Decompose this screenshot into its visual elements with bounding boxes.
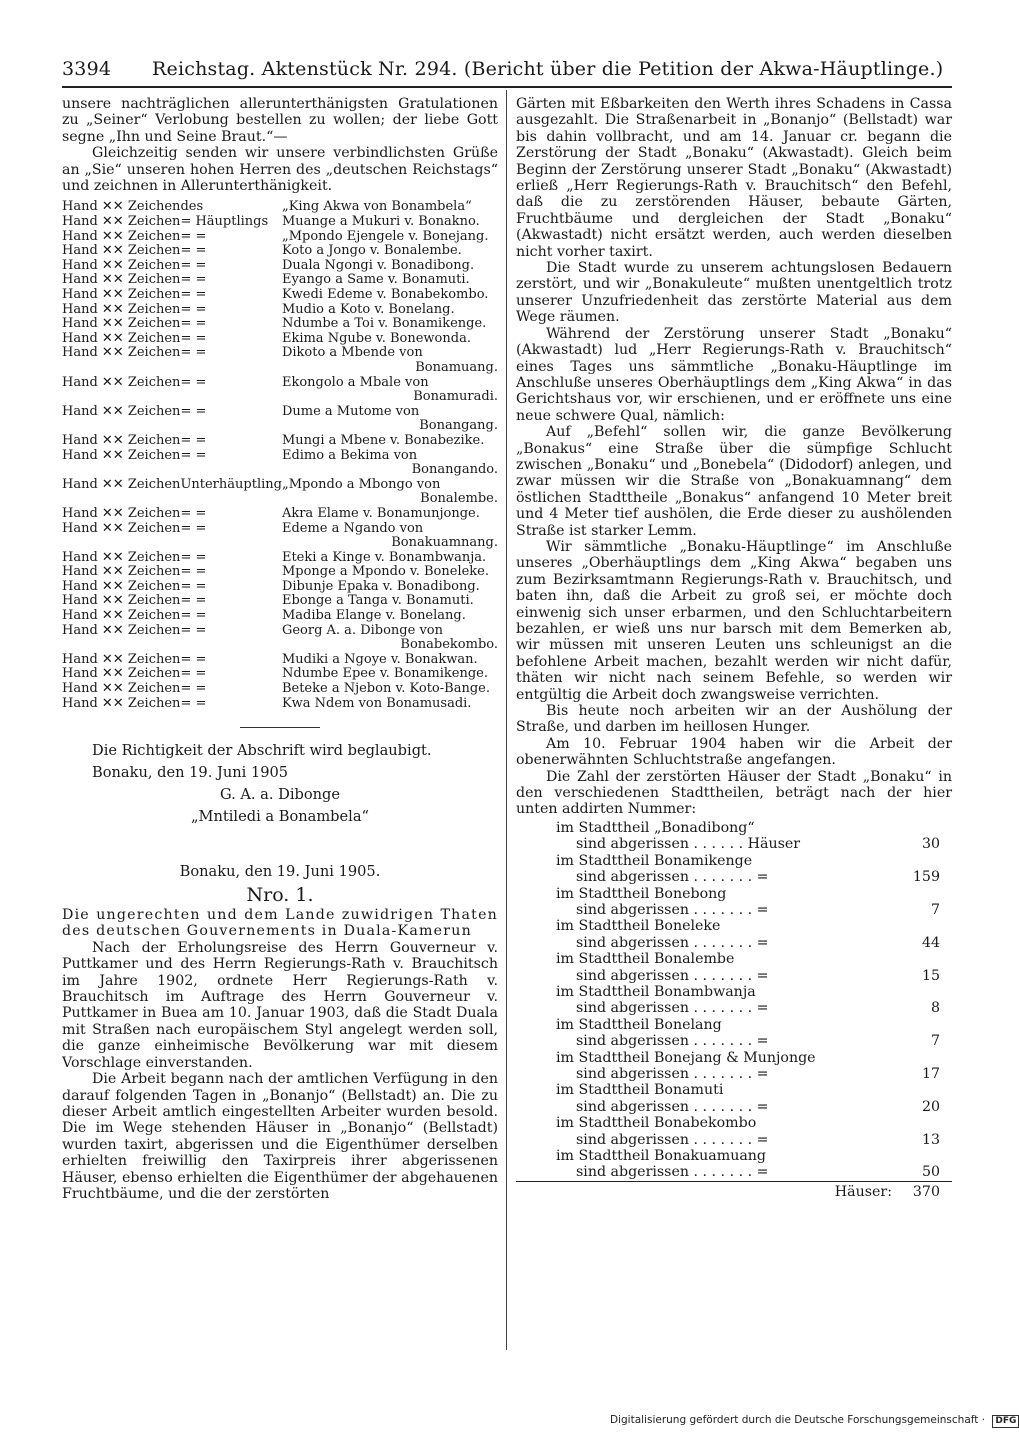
signature-mark: Hand ✕✕ Zeichen — [62, 228, 181, 244]
signature-mark: Hand ✕✕ Zeichen — [62, 549, 181, 565]
signature-place: Bonakuamnang. — [391, 535, 498, 551]
verification-signer: G. A. a. Dibonge — [219, 786, 341, 804]
signature-mark: Hand ✕✕ Zeichen — [62, 301, 181, 317]
district-torn-down-label: sind abgerissen . . . . . . . = — [576, 967, 769, 984]
signature-mark: Hand ✕✕ Zeichen — [62, 520, 181, 536]
signature-title: des — [180, 199, 204, 215]
signature-title: = = — [180, 345, 207, 361]
signature-row-continuation — [62, 638, 498, 653]
district-torn-down-label: sind abgerissen . . . . . . . = — [576, 869, 769, 886]
district-house-count: 17 — [921, 1065, 940, 1082]
signature-row — [62, 551, 498, 566]
district-name: im Stadttheil Bonamikenge — [556, 852, 753, 869]
houses-district-row — [516, 853, 952, 869]
houses-district-row — [516, 886, 952, 902]
signature-place: Bonamuradi. — [413, 389, 498, 405]
signature-name: Akra Elame v. Bonamunjonge. — [281, 505, 480, 521]
signature-row — [62, 449, 498, 464]
houses-count-row — [516, 836, 952, 852]
signature-row — [62, 478, 498, 493]
signature-title: = = — [180, 403, 207, 419]
houses-district-row — [516, 1017, 952, 1033]
district-torn-down-label: sind abgerissen . . . . . . . = — [576, 1000, 769, 1017]
signature-title: = = — [180, 666, 207, 682]
verification-signer-title: „Mntiledi a Bonambela“ — [191, 808, 369, 826]
signature-title: = Häuptlings — [180, 214, 269, 230]
section-number: Nro. 1. — [246, 883, 314, 906]
signature-title: = = — [180, 695, 207, 711]
houses-count-row — [516, 968, 952, 984]
houses-district-row — [516, 1148, 952, 1164]
houses-table — [516, 820, 952, 1200]
signature-title: = = — [180, 578, 207, 594]
houses-district-row — [516, 1115, 952, 1131]
section-heading: Die ungerechten und dem Lande zuwidrigen Thaten des deutschen Gouvernements in Duala-Kamerun — [62, 907, 498, 940]
signature-name: Beteke a Njebon v. Koto-Bange. — [281, 681, 490, 697]
signature-name: Ekima Ngube v. Bonewonda. — [281, 330, 471, 346]
signature-name: Kwedi Edeme v. Bonabekombo. — [281, 287, 489, 302]
body-paragraph-1: Nach der Erholungsreise des Herrn Gouverneur v. Puttkamer und des Herrn Regierungs-Rath v. Brauchitsch im Jahre 1902, ordnete Herr Regierungs-Rath v. Brauchitsch im Auftrage des Herrn Gouverneur v. Puttkamer in Buea am 10. Januar 1903, daß die Stadt Duala mit Straßen nach europäischem Styl angelegt werden soll, die ganze einheimische Bevölkerung war mit diesem Vorschlage einverstanden. — [62, 939, 498, 1071]
signature-mark: Hand ✕✕ Zeichen — [62, 681, 181, 697]
signature-title: = = — [180, 330, 207, 346]
signature-title: = = — [180, 520, 207, 536]
intro-paragraph-2: Gleichzeitig senden wir unsere verbindlichsten Grüße an „Sie“ unseren hohen Herren des „deutschen Reichstags“ und zeichnen in Allerunterthänigkeit. — [62, 145, 498, 195]
right-paragraph-2: Die Stadt wurde zu unserem achtungslosen Bedauern zerstört, und wir „Bonakuleute“ mußten unentgeltlich trotz unserer Unzufriedenheit das zerstörte Material aus dem Wege räumen. — [516, 260, 952, 326]
district-house-count: 20 — [921, 1098, 940, 1115]
signature-name: Muange a Mukuri v. Bonakno. — [281, 214, 480, 230]
district-torn-down-label: sind abgerissen . . . . . . . = — [576, 934, 769, 951]
page-header — [62, 52, 952, 86]
signature-name: Edeme a Ngando von — [281, 520, 424, 536]
signature-row — [62, 376, 498, 391]
right-paragraph-7: Am 10. Februar 1904 haben wir die Arbeit der obenerwähnten Schluchtstraße angefangen. — [516, 735, 952, 769]
signature-mark: Hand ✕✕ Zeichen — [62, 666, 181, 682]
signature-mark: Hand ✕✕ Zeichen — [62, 447, 181, 463]
signature-title: = = — [180, 622, 207, 638]
header-rule — [62, 86, 952, 88]
houses-total-value: 370 — [892, 1181, 952, 1200]
signature-title: = = — [180, 681, 207, 697]
signature-row — [62, 653, 498, 668]
signature-name: Eteki a Kinge v. Bonambwanja. — [281, 549, 487, 565]
signature-place: Bonangando. — [411, 462, 498, 478]
signature-title: = = — [180, 651, 207, 667]
signature-mark: Hand ✕✕ Zeichen — [62, 695, 181, 711]
signature-row — [62, 624, 498, 639]
signature-mark: Hand ✕✕ Zeichen — [62, 622, 181, 638]
signature-name: „Mpondo a Mbongo von — [281, 476, 441, 492]
district-house-count: 30 — [921, 836, 940, 853]
signature-name: Mponge a Mpondo v. Boneleke. — [281, 564, 489, 580]
signature-mark: Hand ✕✕ Zeichen — [62, 272, 181, 288]
letter-dateline: Bonaku, den 19. Juni 1905. — [179, 863, 381, 881]
signature-title: = = — [180, 549, 207, 565]
column-divider — [506, 90, 507, 1350]
right-paragraph-5: Wir sämmtliche „Bonaku-Häuptlinge“ im Anschluße unseres „Oberhäuptlings dem „King Akwa“ begaben uns zum Bezirksamtmann Regierungs-Rath v. Brauchitsch, und baten ihn, daß die Arbeit zu groß sei, er möchte doch einwenig sich unser erbarmen, und den Schluchtarbeitern bezahlen, er wieß uns nur barsch mit dem Bemerken ab, wir müssen mit unseren Leuten uns schleunigst an die befohlene Arbeit machen, bezahlt werden wir nicht dafür, thäten wir nicht nach seinem Befehle, so werden wir entgültig die Arbeit doch zwangsweise verrichten. — [516, 538, 952, 703]
houses-district-row — [516, 918, 952, 934]
signature-mark: Hand ✕✕ Zeichen — [62, 374, 181, 390]
signature-title: = = — [180, 505, 207, 521]
signature-mark: Hand ✕✕ Zeichen — [62, 651, 181, 667]
signature-row — [62, 507, 498, 522]
signature-row — [62, 667, 498, 682]
signature-title: = = — [180, 243, 207, 259]
houses-count-row — [516, 1132, 952, 1148]
district-torn-down-label: sind abgerissen . . . . . . . = — [576, 1131, 769, 1148]
right-paragraph-6: Bis heute noch arbeiten wir an der Aushölung der Straße, und darben im heillosen Hunger. — [516, 703, 952, 736]
signature-name: Dibunje Epaka v. Bonadibong. — [281, 578, 480, 594]
right-paragraph-8: Die Zahl der zerstörten Häuser der Stadt „Bonaku“ in den verschiedenen Stadttheilen, beträgt nach der hier unten addirten Nummer: — [516, 768, 952, 818]
signature-title: = = — [180, 287, 207, 302]
signature-row — [62, 580, 498, 595]
houses-total-label: Häuser: — [516, 1181, 892, 1200]
signature-mark: Hand ✕✕ Zeichen — [62, 287, 181, 302]
houses-total-row — [516, 1181, 952, 1200]
signature-row — [62, 215, 498, 230]
signature-row — [62, 317, 498, 332]
district-name: im Stadttheil Bonebong — [556, 885, 727, 902]
dfg-logo: DFG — [992, 1415, 1019, 1428]
district-house-count: 7 — [930, 901, 940, 918]
signature-row-continuation — [62, 492, 498, 507]
district-house-count: 159 — [912, 869, 940, 886]
running-title: Reichstag. Aktenstück Nr. 294. (Bericht über die Petition der Akwa-Häuptlinge.) — [152, 58, 944, 80]
district-name: im Stadttheil Bonabekombo — [556, 1115, 757, 1132]
signature-row — [62, 594, 498, 609]
signature-name: Duala Ngongi v. Bonadibong. — [281, 257, 475, 273]
district-torn-down-label: sind abgerissen . . . . . . . = — [576, 1033, 769, 1050]
signature-mark: Hand ✕✕ Zeichen — [62, 214, 181, 230]
houses-count-row — [516, 1000, 952, 1016]
signature-name: Mudiki a Ngoye v. Bonakwan. — [281, 651, 478, 667]
digitization-footer — [610, 1414, 1019, 1428]
signature-mark: Hand ✕✕ Zeichen — [62, 505, 181, 521]
footer-text: Digitalisierung gefördert durch die Deutsche Forschungsgemeinschaft · — [610, 1414, 986, 1426]
signature-row — [62, 434, 498, 449]
signature-name: Dikoto a Mbende von — [281, 345, 423, 361]
signature-name: Mudio a Koto v. Bonelang. — [281, 301, 455, 317]
district-house-count: 13 — [921, 1131, 940, 1148]
left-column — [62, 96, 498, 1202]
signature-row — [62, 259, 498, 274]
signature-mark: Hand ✕✕ Zeichen — [62, 476, 181, 492]
signature-mark: Hand ✕✕ Zeichen — [62, 593, 181, 609]
district-house-count: 7 — [930, 1033, 940, 1050]
signature-row — [62, 609, 498, 624]
signature-name: „Mpondo Ejengele v. Bonejang. — [281, 228, 489, 244]
signature-row — [62, 303, 498, 318]
district-house-count: 8 — [930, 1000, 940, 1017]
signature-title: = = — [180, 272, 207, 288]
houses-count-row — [516, 1164, 952, 1181]
signature-mark: Hand ✕✕ Zeichen — [62, 199, 181, 215]
right-paragraph-1: Gärten mit Eßbarkeiten den Werth ihres Schadens in Cassa ausgezahlt. Die Straßenarbeit in „Bonanjo“ (Bellstadt) war bis dahin vollbracht, und am 14. Januar cr. begann die Zerstörung der Stadt „Bonaku“ (Akwastadt). Gleich beim Beginn der Zerstörung unserer Stadt „Bonaku“ (Akwastadt) erließ „Herr Regierungs-Rath v. Brauchitsch“ den Befehl, daß die zu zerstörenden Häuser, bebaute Gärten, Fruchtbäume und dergleichen der Stadt „Bonaku“ (Akwastadt) nicht ersätzt werden, auch werden dieselben nicht vorher taxirt. — [516, 96, 952, 260]
houses-district-row — [516, 1082, 952, 1098]
signature-mark: Hand ✕✕ Zeichen — [62, 257, 181, 273]
intro-paragraph-1: unsere nachträglichen allerunterthänigsten Gratulationen zu „Seiner“ Verlobung bestellen zu wollen; der liebe Gott segne „Ihn und Seine Braut.“— — [62, 96, 498, 145]
signature-row — [62, 244, 498, 259]
signature-row-continuation — [62, 361, 498, 376]
district-house-count: 50 — [921, 1164, 940, 1181]
district-name: im Stadttheil Bonamuti — [556, 1082, 724, 1099]
signature-row — [62, 230, 498, 245]
signature-name: Koto a Jongo v. Bonalembe. — [281, 243, 462, 259]
district-name: im Stadttheil Boneleke — [556, 918, 721, 935]
signature-row-continuation — [62, 419, 498, 434]
signature-row — [62, 682, 498, 697]
signature-name: Dume a Mutome von — [281, 403, 420, 419]
verification-block — [62, 740, 498, 828]
signature-mark: Hand ✕✕ Zeichen — [62, 345, 181, 361]
district-torn-down-label: sind abgerissen . . . . . . . = — [576, 1065, 769, 1082]
signature-row — [62, 273, 498, 288]
signature-title: = = — [180, 257, 207, 273]
signature-title: = = — [180, 564, 207, 580]
signature-row — [62, 697, 498, 712]
district-name: im Stadttheil Bonambwanja — [556, 983, 756, 1000]
signature-row — [62, 346, 498, 361]
signature-row — [62, 405, 498, 420]
district-name: im Stadttheil Bonakuamuang — [556, 1148, 767, 1164]
signature-name: „King Akwa von Bonambela“ — [281, 199, 472, 215]
houses-district-row — [516, 951, 952, 967]
houses-district-row — [516, 820, 952, 836]
signature-name: Mungi a Mbene v. Bonabezike. — [281, 432, 485, 448]
signature-mark: Hand ✕✕ Zeichen — [62, 432, 181, 448]
signature-mark: Hand ✕✕ Zeichen — [62, 403, 181, 419]
signature-name: Madiba Elange v. Bonelang. — [281, 608, 466, 624]
signature-mark: Hand ✕✕ Zeichen — [62, 243, 181, 259]
signature-title: = = — [180, 316, 207, 332]
district-name: im Stadttheil Bonejang & Munjonge — [556, 1049, 816, 1066]
signature-table — [62, 200, 498, 711]
signature-title: Unterhäuptling — [180, 476, 282, 492]
houses-count-row — [516, 1099, 952, 1115]
section-rule — [240, 727, 320, 728]
signature-name: Ndumbe Epee v. Bonamikenge. — [281, 666, 488, 682]
signature-name: Ekongolo a Mbale von — [281, 374, 429, 390]
houses-count-row — [516, 902, 952, 918]
signature-name: Edimo a Bekima von — [281, 447, 418, 463]
signature-mark: Hand ✕✕ Zeichen — [62, 564, 181, 580]
signature-name: Ndumbe a Toi v. Bonamikenge. — [281, 316, 487, 332]
body-paragraph-2: Die Arbeit begann nach der amtlichen Verfügung in den darauf folgenden Tagen in „Bonanjo“ (Bellstadt) an. Die zu dieser Arbeit amtlich eingestellten Arbeiter wurden besold. Die im Wege stehenden Häuser in „Bonanjo“ (Bellstadt) wurden taxirt, abgerissen und die Eigenthümer derselben erhielten freiwillig den Taxirpreis ihrer abgerissenen Häuser, ebenso erhielten die Eigenthümer der abgehauenen Fruchtbäume, und die der zerstörten — [62, 1071, 498, 1202]
signature-title: = = — [180, 432, 207, 448]
signature-name: Ebonge a Tanga v. Bonamuti. — [281, 593, 474, 609]
page-number: 3394 — [62, 58, 112, 80]
signature-mark: Hand ✕✕ Zeichen — [62, 316, 181, 332]
signature-place: Bonangang. — [419, 418, 498, 434]
signature-row — [62, 332, 498, 347]
signature-row-continuation — [62, 536, 498, 551]
signature-row — [62, 565, 498, 580]
signature-mark: Hand ✕✕ Zeichen — [62, 578, 181, 594]
signature-row — [62, 288, 498, 303]
right-column — [516, 96, 952, 1200]
houses-count-row — [516, 1033, 952, 1049]
signature-row — [62, 522, 498, 537]
signature-row — [62, 200, 498, 215]
signature-title: = = — [180, 593, 207, 609]
district-house-count: 15 — [921, 967, 940, 984]
houses-district-row — [516, 984, 952, 1000]
right-paragraph-4: Auf „Befehl“ sollen wir, die ganze Bevölkerung „Bonakus“ eine Straße über die sümpfige Schlucht zwischen „Bonaku“ und „Bonebela“ (Didodorf) anlegen, und zwar müssen wir die Straße von „Bonakuamnang“ dem östlichen Stadttheile „Bonakus“ anfangend 10 Meter breit und 4 Meter tief aushölen, die Erde dieser zu aushölenden Straße ist starker Lemm. — [516, 424, 952, 539]
district-name: im Stadttheil „Bonadibong“ — [556, 819, 755, 836]
district-name: im Stadttheil Bonelang — [556, 1016, 722, 1033]
houses-district-row — [516, 1050, 952, 1066]
signature-place: Bonabekombo. — [400, 637, 498, 653]
signature-name: Georg A. a. Dibonge von — [281, 622, 443, 638]
houses-count-row — [516, 1066, 952, 1082]
houses-count-row — [516, 869, 952, 885]
signature-title: = = — [180, 301, 207, 317]
district-name: im Stadttheil Bonalembe — [556, 951, 735, 968]
signature-title: = = — [180, 447, 207, 463]
district-torn-down-label: sind abgerissen . . . . . . . = — [576, 901, 769, 918]
signature-mark: Hand ✕✕ Zeichen — [62, 330, 181, 346]
right-paragraph-3: Während der Zerstörung unserer Stadt „Bonaku“ (Akwastadt) lud „Herr Regierungs-Rath v. Brauchitsch“ eines Tages uns sämmtliche „Bonaku-Häuptlinge im Anschluße unseres Oberhäuptlings dem „King Akwa“ in das Gerichtshaus vor, wir erschienen, und er eröffnete uns eine neue schwere Qual, nämlich: — [516, 325, 952, 424]
district-house-count: 44 — [921, 934, 940, 951]
verification-text: Die Richtigkeit der Abschrift wird beglaubigt. — [92, 742, 432, 760]
signature-name: Kwa Ndem von Bonamusadi. — [281, 695, 472, 711]
houses-count-row — [516, 935, 952, 951]
signature-title: = = — [180, 608, 207, 624]
signature-place: Bonamuang. — [415, 359, 498, 375]
verification-place-date: Bonaku, den 19. Juni 1905 — [92, 764, 289, 782]
signature-name: Eyango a Same v. Bonamuti. — [281, 272, 470, 288]
signature-mark: Hand ✕✕ Zeichen — [62, 608, 181, 624]
signature-row-continuation — [62, 463, 498, 478]
signature-row-continuation — [62, 390, 498, 405]
signature-title: = = — [180, 228, 207, 244]
district-torn-down-label: sind abgerissen . . . . . . . = — [576, 1098, 769, 1115]
signature-title: = = — [180, 374, 207, 390]
signature-place: Bonalembe. — [420, 491, 498, 507]
district-torn-down-label: sind abgerissen . . . . . . . = — [576, 1164, 769, 1181]
district-torn-down-label: sind abgerissen . . . . . . Häuser — [576, 836, 801, 853]
